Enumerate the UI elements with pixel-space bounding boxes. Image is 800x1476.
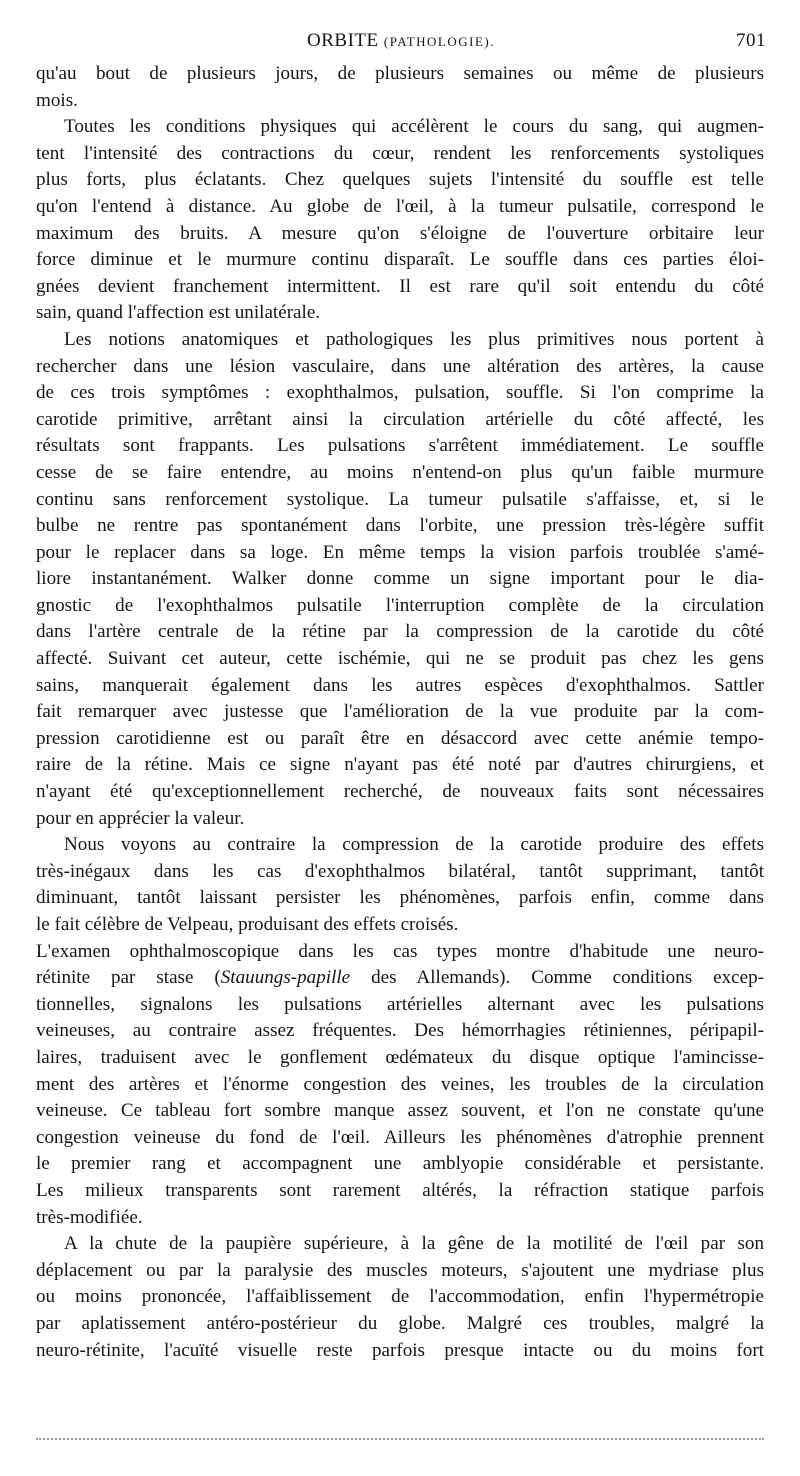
text-line-content: tent l'intensité des contractions du cœur, rendent les renforcements systoliques <box>36 142 764 164</box>
text-line <box>36 1018 764 1045</box>
text-line <box>36 885 764 912</box>
text-line-content: qu'on l'entend à distance. Au globe de l'œil, à la tumeur pulsatile, correspond le <box>36 195 764 217</box>
text-line-content: par aplatissement antéro-postérieur du globe. Malgré ces troubles, malgré la <box>36 1312 764 1334</box>
text-line-content: dans l'artère centrale de la rétine par la compression de la carotide du côté <box>36 621 764 643</box>
text-line <box>36 1258 764 1285</box>
text-line-content: veineuses, au contraire assez fréquentes. Des hémorrhagies rétiniennes, péripapil- <box>36 1020 764 1042</box>
text-line <box>36 832 764 859</box>
text-line-content: raire de la rétine. Mais ce signe n'ayant pas été noté par d'autres chirurgiens, et <box>36 754 764 776</box>
paragraph <box>36 114 764 327</box>
text-line-content: maximum des bruits. A mesure qu'on s'éloigne de l'ouverture orbitaire leur <box>36 222 764 244</box>
text-line <box>36 540 764 567</box>
text-line <box>36 939 764 966</box>
text-line-content: sain, quand l'affection est unilatérale. <box>36 302 321 324</box>
text-line-content: rétinite par stase (Stauungs-papille des Allemands). Comme conditions excep- <box>36 967 764 989</box>
text-line-content: très-modifiée. <box>36 1206 143 1228</box>
text-line <box>36 194 764 221</box>
text-line-content: diminuant, tantôt laissant persister les phénomènes, parfois enfin, comme dans <box>36 887 764 909</box>
text-line-content: de ces trois symptômes : exophthalmos, pulsation, souffle. Si l'on comprime la <box>36 382 764 404</box>
text-line <box>36 380 764 407</box>
text-line <box>36 1151 764 1178</box>
text-line <box>36 912 764 939</box>
text-line <box>36 619 764 646</box>
text-line-content: cesse de se faire entendre, au moins n'entend-on plus qu'un faible murmure <box>36 461 764 483</box>
running-title <box>36 30 766 52</box>
text-line <box>36 646 764 673</box>
text-line <box>36 779 764 806</box>
text-line <box>36 141 764 168</box>
text-line <box>36 859 764 886</box>
text-line <box>36 513 764 540</box>
text-line-content: qu'au bout de plusieurs jours, de plusieurs semaines ou même de plusieurs <box>36 63 764 84</box>
text-line <box>36 1045 764 1072</box>
text-line <box>36 752 764 779</box>
bottom-dotted-rule <box>36 1438 764 1440</box>
text-line-content: plus forts, plus éclatants. Chez quelques sujets l'intensité du souffle est telle <box>36 169 764 191</box>
text-line-content: Les milieux transparents sont rarement altérés, la réfraction statique parfois <box>36 1179 764 1201</box>
text-line <box>36 726 764 753</box>
text-line-content: déplacement ou par la paralysie des muscles moteurs, s'ajoutent une mydriase plus <box>36 1259 764 1281</box>
text-line-content: force diminue et le murmure continu disparaît. Le souffle dans ces parties éloi- <box>36 249 764 271</box>
text-line <box>36 61 764 88</box>
text-line-content: pour le replacer dans sa loge. En même temps la vision parfois troublée s'amé- <box>36 541 764 563</box>
italic-term: Stauungs-papille <box>220 967 351 989</box>
text-line <box>36 1125 764 1152</box>
text-line <box>36 992 764 1019</box>
text-line <box>36 487 764 514</box>
text-line-content: neuro-rétinite, l'acuïté visuelle reste parfois presque intacte ou du moins fort <box>36 1339 764 1361</box>
text-line-content: congestion veineuse du fond de l'œil. Ailleurs les phénomènes d'atrophie prennent <box>36 1126 764 1148</box>
text-line <box>36 1178 764 1205</box>
text-line-content: pour en apprécier la valeur. <box>36 807 245 829</box>
text-line-content: L'examen ophthalmoscopique dans les cas types montre d'habitude une neuro- <box>36 940 764 962</box>
text-line-content: affecté. Suivant cet auteur, cette ischémie, qui ne se produit pas chez les gens <box>36 648 764 670</box>
running-title-subtitle: (PATHOLOGIE). <box>383 34 495 49</box>
paragraph <box>36 832 764 938</box>
paragraph <box>36 1231 764 1364</box>
paragraph <box>36 61 764 114</box>
text-line <box>36 1284 764 1311</box>
text-line <box>36 433 764 460</box>
text-line <box>36 566 764 593</box>
text-line-content: très-inégaux dans les cas d'exophthalmos bilatéral, tantôt supprimant, tantôt <box>36 860 764 882</box>
text-line <box>36 1205 764 1232</box>
text-line-content: n'ayant été qu'exceptionnellement recherché, de nouveaux faits sont nécessaires <box>36 781 764 803</box>
paragraph <box>36 939 764 1232</box>
text-line-content: ment des artères et l'énorme congestion des veines, les troubles de la circulation <box>36 1073 764 1095</box>
text-line-content: le fait célèbre de Velpeau, produisant des effets croisés. <box>36 914 459 935</box>
text-line-content: A la chute de la paupière supérieure, à la gêne de la motilité de l'œil par son <box>64 1233 764 1255</box>
text-line <box>36 247 764 274</box>
text-line-content: Toutes les conditions physiques qui accélèrent le cours du sang, qui augmen- <box>64 116 764 138</box>
text-line-content: gnostic de l'exophthalmos pulsatile l'interruption complète de la circulation <box>36 594 764 616</box>
text-line-content: mois. <box>36 89 78 111</box>
text-line <box>36 1338 764 1365</box>
text-line-content: carotide primitive, arrêtant ainsi la circulation artérielle du côté affecté, les <box>36 408 764 430</box>
text-line-content: fait remarquer avec justesse que l'amélioration de la vue produite par la com- <box>36 701 764 723</box>
text-line <box>36 1311 764 1338</box>
text-line-content: veineuse. Ce tableau fort sombre manque assez souvent, et l'on ne constate qu'une <box>36 1100 764 1122</box>
text-line-content: continu sans renforcement systolique. La tumeur pulsatile s'affaisse, et, si le <box>36 488 764 510</box>
text-line <box>36 88 764 115</box>
text-line-content: tionnelles, signalons les pulsations artérielles alternant avec les pulsations <box>36 993 764 1015</box>
text-line <box>36 965 764 992</box>
text-line-content: laires, traduisent avec le gonflement œdémateux du disque optique l'amincisse- <box>36 1046 764 1068</box>
text-line <box>36 221 764 248</box>
text-line <box>36 1072 764 1099</box>
text-line-content: Nous voyons au contraire la compression de la carotide produire des effets <box>64 834 764 856</box>
text-line <box>36 699 764 726</box>
text-line <box>36 300 764 327</box>
text-line-content: ou moins prononcée, l'affaiblissement de l'accommodation, enfin l'hypermétropie <box>36 1286 764 1308</box>
text-line-content: gnées devient franchement intermittent. Il est rare qu'il soit entendu du côté <box>36 275 764 297</box>
text-line-content: rechercher dans une lésion vasculaire, dans une altération des artères, la cause <box>36 355 764 377</box>
text-line-content: Les notions anatomiques et pathologiques les plus primitives nous portent à <box>64 328 764 350</box>
text-line <box>36 114 764 141</box>
text-line <box>36 354 764 381</box>
text-line-content: sains, manquerait également dans les autres espèces d'exophthalmos. Sattler <box>36 674 764 696</box>
text-line-content: liore instantanément. Walker donne comme un signe important pour le dia- <box>36 568 764 590</box>
running-header <box>36 30 766 58</box>
text-line-content: bulbe ne rentre pas spontanément dans l'orbite, une pression très-légère suffit <box>36 515 764 537</box>
text-line <box>36 806 764 833</box>
running-title-main: ORBITE <box>307 30 379 51</box>
text-line <box>36 673 764 700</box>
text-line <box>36 167 764 194</box>
text-line <box>36 327 764 354</box>
text-line <box>36 274 764 301</box>
body-text <box>36 61 764 1364</box>
text-line <box>36 593 764 620</box>
text-line-content: résultats sont frappants. Les pulsations s'arrêtent immédiatement. Le souffle <box>36 435 764 457</box>
text-line <box>36 1098 764 1125</box>
text-line <box>36 460 764 487</box>
paragraph <box>36 327 764 832</box>
text-line <box>36 407 764 434</box>
text-line <box>36 1231 764 1258</box>
text-line-content: le premier rang et accompagnent une amblyopie considérable et persistante. <box>36 1153 764 1175</box>
page-number: 701 <box>736 30 766 51</box>
text-line-content: pression carotidienne est ou paraît être en désaccord avec cette anémie tempo- <box>36 727 764 749</box>
